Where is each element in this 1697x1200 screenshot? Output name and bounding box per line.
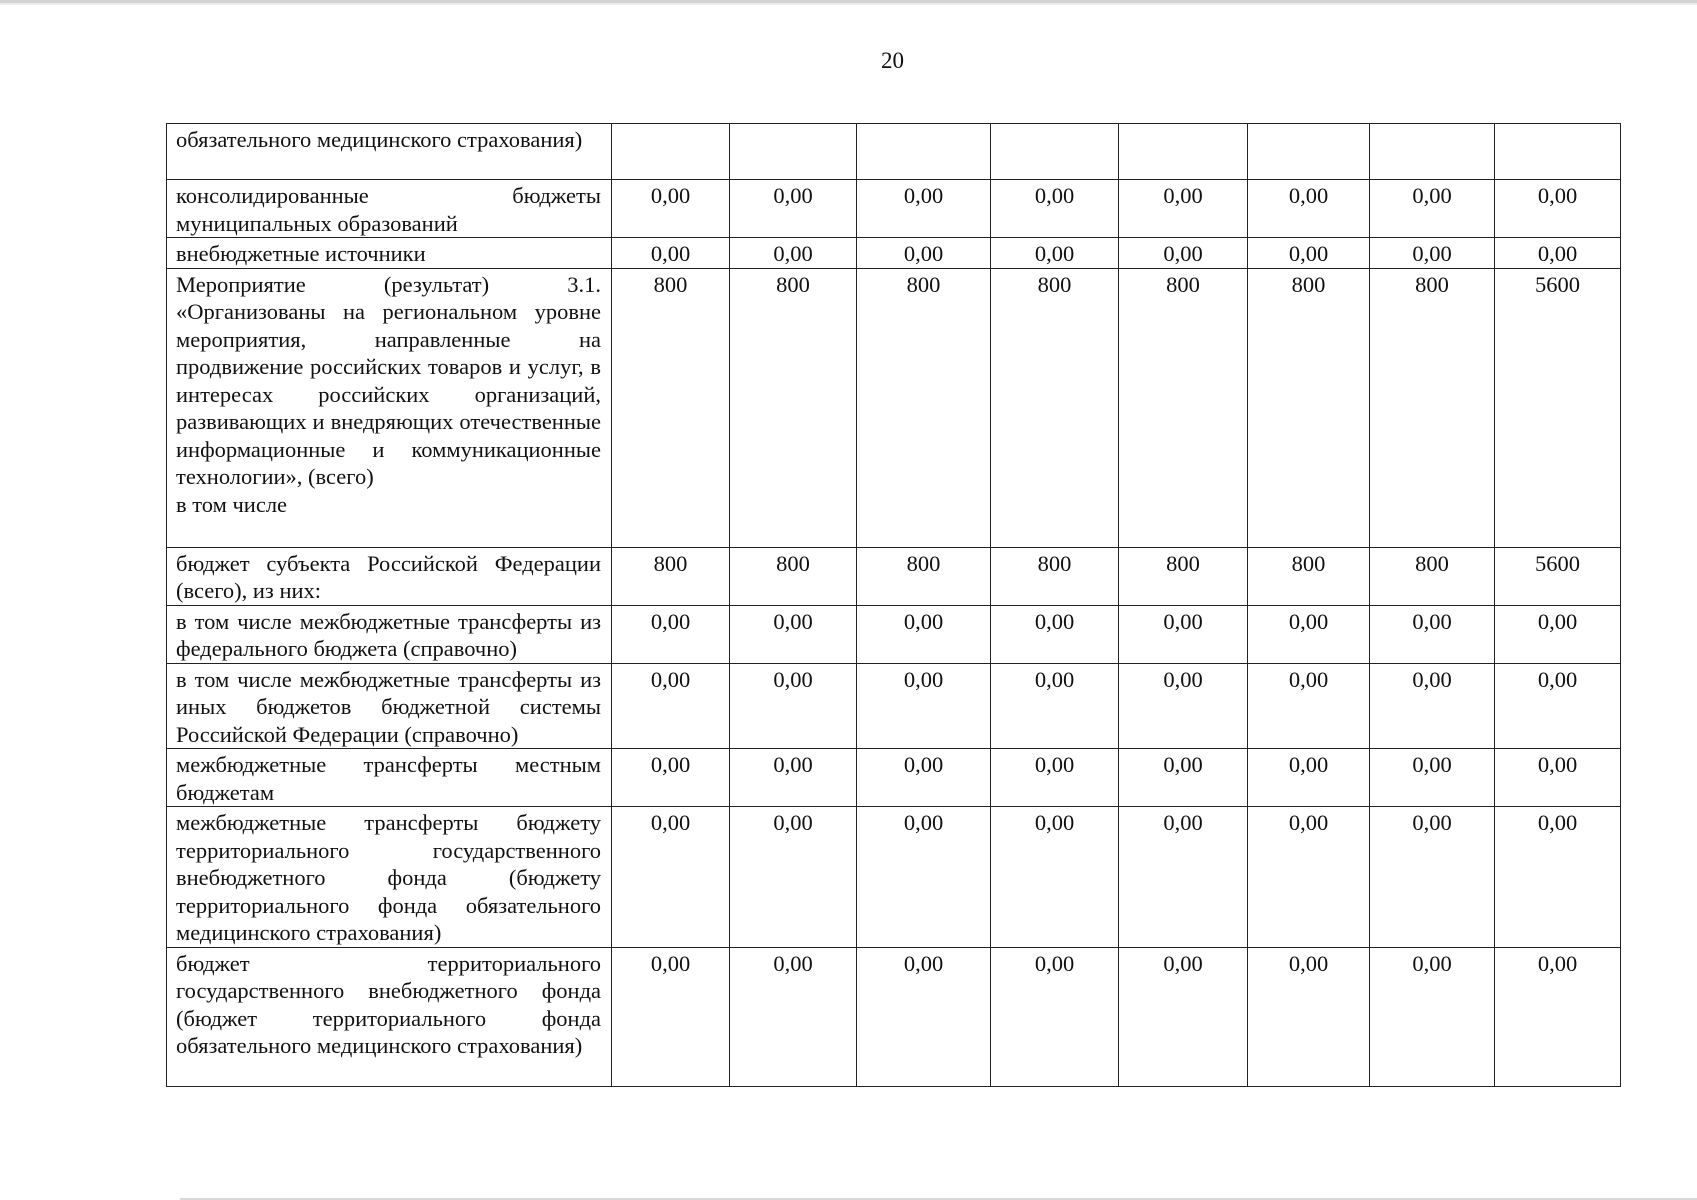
table-cell: 0,00 [991,749,1119,807]
table-cell: 0,00 [612,605,730,663]
table-cell: 0,00 [730,947,857,1086]
table-cell: 800 [1370,268,1495,547]
table-cell: 800 [857,268,991,547]
row-label: межбюджетные трансферты местным бюджетам [167,749,612,807]
table-cell: 0,00 [730,807,857,948]
row-label-measure [167,268,612,547]
table-cell: 0,00 [612,180,730,238]
table-cell: 0,00 [730,663,857,749]
table-cell: 0,00 [1370,605,1495,663]
table-cell: 0,00 [1248,749,1370,807]
table-row [167,238,1621,269]
table-cell: 0,00 [1495,605,1621,663]
table-cell: 5600 [1495,547,1621,605]
table-cell: 0,00 [730,749,857,807]
table-cell: 800 [991,268,1119,547]
table-cell: 0,00 [1248,663,1370,749]
table-cell: 0,00 [1370,807,1495,948]
row-label: в том числе межбюджетные трансферты из федерального бюджета (справочно) [167,605,612,663]
table-row [167,605,1621,663]
table-cell: 5600 [1495,268,1621,547]
table-cell: 0,00 [612,807,730,948]
table-cell: 800 [1248,268,1370,547]
table-cell: 0,00 [1495,238,1621,269]
table-cell: 0,00 [1119,180,1248,238]
table-cell: 0,00 [991,807,1119,948]
row-label: внебюджетные источники [167,238,612,269]
table-row [167,268,1621,547]
table-cell: 0,00 [730,180,857,238]
scan-top-edge-shadow [0,3,1697,5]
table-cell: 800 [730,547,857,605]
row-label: в том числе межбюджетные трансферты из иных бюджетов бюджетной системы Российской Федерации (справочно) [167,663,612,749]
table-cell: 0,00 [857,605,991,663]
table-cell: 0,00 [991,605,1119,663]
table-cell [612,124,730,180]
table-cell [1495,124,1621,180]
row-label: консолидированные бюджеты муниципальных образований [167,180,612,238]
table-cell: 0,00 [1119,238,1248,269]
table-row [167,807,1621,948]
table-cell [1119,124,1248,180]
table-cell: 0,00 [1119,807,1248,948]
table-cell: 0,00 [1248,238,1370,269]
table-cell: 800 [1119,268,1248,547]
table-cell: 0,00 [857,663,991,749]
table-cell: 800 [857,547,991,605]
table-cell: 0,00 [1495,180,1621,238]
table-cell: 0,00 [1495,749,1621,807]
table-cell: 0,00 [991,947,1119,1086]
budget-table [166,123,1621,1087]
table-row [167,547,1621,605]
table-cell: 0,00 [857,180,991,238]
table-cell: 0,00 [857,238,991,269]
table-row [167,947,1621,1086]
table-cell: 0,00 [857,947,991,1086]
measure-title: Мероприятие (результат) 3.1. «Организованы на региональном уровне мероприятия, направленные на продвижение российских товаров и услуг, в интересах российских организаций, развивающих и внедряющих отечественные информационные и коммуникационные технологии», (всего) [176,271,601,489]
table-cell [730,124,857,180]
table-cell: 0,00 [1119,947,1248,1086]
table-cell: 0,00 [1119,663,1248,749]
table-cell: 0,00 [1495,663,1621,749]
table-cell: 800 [612,547,730,605]
table-cell: 0,00 [1370,180,1495,238]
table-cell: 800 [1370,547,1495,605]
table-row [167,124,1621,180]
table-row [167,180,1621,238]
table-cell: 0,00 [991,663,1119,749]
table-cell: 0,00 [730,238,857,269]
table-cell: 0,00 [857,807,991,948]
table-cell: 0,00 [857,749,991,807]
table-cell: 800 [1119,547,1248,605]
table-cell: 0,00 [1119,605,1248,663]
table-cell: 0,00 [1495,807,1621,948]
table-cell: 0,00 [1248,180,1370,238]
table-cell [991,124,1119,180]
row-label: межбюджетные трансферты бюджету территориального государственного внебюджетного фонда (бюджету территориального фонда обязательного медицинского страхования) [167,807,612,948]
table-cell: 800 [991,547,1119,605]
row-label: обязательного медицинского страхования) [167,124,612,180]
table-cell: 0,00 [991,238,1119,269]
table-row [167,749,1621,807]
table-cell: 0,00 [1119,749,1248,807]
table-cell: 800 [612,268,730,547]
table-cell: 0,00 [1370,238,1495,269]
table-cell: 800 [730,268,857,547]
page-number: 20 [881,48,904,73]
table-cell: 0,00 [730,605,857,663]
table-cell: 800 [1248,547,1370,605]
row-label: бюджет субъекта Российской Федерации (всего), из них: [167,547,612,605]
table-cell: 0,00 [1248,807,1370,948]
table-cell: 0,00 [1370,749,1495,807]
table-cell [857,124,991,180]
table-cell: 0,00 [612,238,730,269]
table-cell [1370,124,1495,180]
table-cell: 0,00 [612,749,730,807]
row-label: бюджет территориального государственного внебюджетного фонда (бюджет территориального фонда обязательного медицинского страхования) [167,947,612,1086]
table-cell: 0,00 [1495,947,1621,1086]
table-cell [1248,124,1370,180]
table-cell: 0,00 [1248,947,1370,1086]
table-cell: 0,00 [612,947,730,1086]
table-cell: 0,00 [991,180,1119,238]
table-cell: 0,00 [1370,663,1495,749]
table-cell: 0,00 [612,663,730,749]
table-cell: 0,00 [1248,605,1370,663]
table-cell: 0,00 [1370,947,1495,1086]
table-row [167,663,1621,749]
measure-subtitle: в том числе [176,491,288,517]
